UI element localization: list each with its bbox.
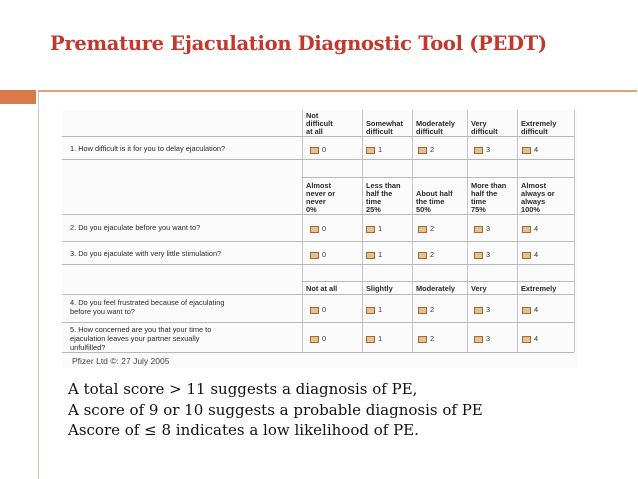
row-divider <box>302 281 574 282</box>
row-divider <box>62 294 574 295</box>
checkbox-icon <box>474 307 483 314</box>
answer-option[interactable]: 1 <box>366 145 382 154</box>
answer-option[interactable]: 0 <box>310 145 326 154</box>
column-divider <box>302 110 303 352</box>
row-divider <box>62 214 574 215</box>
answer-option[interactable]: 4 <box>522 334 538 343</box>
column-header: Somewhat difficult <box>366 119 403 136</box>
answer-option[interactable]: 2 <box>418 305 434 314</box>
checkbox-icon <box>474 147 483 154</box>
answer-option[interactable]: 1 <box>366 334 382 343</box>
answer-option[interactable]: 3 <box>474 334 490 343</box>
question-2: 2. Do you ejaculate before you want to? <box>70 223 201 232</box>
checkbox-icon <box>474 336 483 343</box>
checkbox-icon <box>418 226 427 233</box>
column-header: Not difficult at all <box>306 111 333 136</box>
question-3: 3. Do you ejaculate with very little stimulation? <box>70 249 222 258</box>
checkbox-icon <box>366 226 375 233</box>
checkbox-icon <box>310 336 319 343</box>
row-divider <box>62 352 574 353</box>
answer-option[interactable]: 3 <box>474 250 490 259</box>
answer-option[interactable]: 1 <box>366 305 382 314</box>
checkbox-icon <box>474 252 483 259</box>
answer-option[interactable]: 1 <box>366 224 382 233</box>
question-4: 4. Do you feel frustrated because of ejaculating before you want to? <box>70 298 225 316</box>
column-header: Very difficult <box>471 119 498 136</box>
title-divider <box>38 90 637 92</box>
checkbox-icon <box>418 307 427 314</box>
row-divider <box>62 241 574 242</box>
answer-option[interactable]: 0 <box>310 224 326 233</box>
checkbox-icon <box>366 252 375 259</box>
column-header: Almost never or never 0% <box>306 181 336 214</box>
column-divider <box>412 110 413 352</box>
checkbox-icon <box>522 226 531 233</box>
note-line: A score of 9 or 10 suggests a probable diagnosis of PE <box>68 400 483 419</box>
answer-option[interactable]: 4 <box>522 224 538 233</box>
column-header: Almost always or always 100% <box>521 181 555 214</box>
answer-option[interactable]: 3 <box>474 224 490 233</box>
question-5: 5. How concerned are you that your time to ejaculation leaves your partner sexually unfulfilled? <box>70 325 212 352</box>
pedt-questionnaire-image <box>62 110 578 368</box>
answer-option[interactable]: 0 <box>310 334 326 343</box>
checkbox-icon <box>522 307 531 314</box>
checkbox-icon <box>310 252 319 259</box>
column-header: Slightly <box>366 284 393 293</box>
checkbox-icon <box>474 226 483 233</box>
column-header: More than half the time 75% <box>471 181 507 214</box>
column-header: Very <box>471 284 487 293</box>
answer-option[interactable]: 4 <box>522 305 538 314</box>
checkbox-icon <box>310 226 319 233</box>
note-line: A total score > 11 suggests a diagnosis of PE, <box>68 380 418 398</box>
checkbox-icon <box>418 336 427 343</box>
row-divider <box>302 177 574 178</box>
answer-option[interactable]: 0 <box>310 250 326 259</box>
scoring-notes <box>68 379 483 441</box>
column-divider <box>574 110 575 352</box>
answer-option[interactable]: 2 <box>418 250 434 259</box>
column-divider <box>517 110 518 352</box>
column-header: Less than half the time 25% <box>366 181 401 214</box>
answer-option[interactable]: 0 <box>310 305 326 314</box>
column-header: Extremely <box>521 284 557 293</box>
column-header: Moderately difficult <box>416 119 456 136</box>
row-divider <box>62 136 574 137</box>
column-header: Moderately <box>416 284 456 293</box>
answer-option[interactable]: 2 <box>418 145 434 154</box>
checkbox-icon <box>310 307 319 314</box>
checkbox-icon <box>418 147 427 154</box>
answer-option[interactable]: 2 <box>418 334 434 343</box>
column-header: Not at all <box>306 284 338 293</box>
title-accent-bar <box>0 90 36 104</box>
checkbox-icon <box>418 252 427 259</box>
checkbox-icon <box>522 252 531 259</box>
row-divider <box>62 264 574 265</box>
slide-title: Premature Ejaculation Diagnostic Tool (PEDT) <box>50 32 547 55</box>
left-margin-rule <box>38 92 39 479</box>
column-header: About half the time 50% <box>416 189 453 214</box>
checkbox-icon <box>522 147 531 154</box>
column-divider <box>467 110 468 352</box>
row-divider <box>62 159 574 160</box>
answer-option[interactable]: 3 <box>474 305 490 314</box>
checkbox-icon <box>522 336 531 343</box>
note-line: Ascore of ≤ 8 indicates a low likelihood of PE. <box>68 421 419 439</box>
answer-option[interactable]: 4 <box>522 250 538 259</box>
row-divider <box>62 322 574 323</box>
checkbox-icon <box>310 147 319 154</box>
checkbox-icon <box>366 307 375 314</box>
column-header: Extremely difficult <box>521 119 557 136</box>
checkbox-icon <box>366 336 375 343</box>
answer-option[interactable]: 3 <box>474 145 490 154</box>
answer-option[interactable]: 2 <box>418 224 434 233</box>
copyright-footer: Pfizer Ltd ©: 27 July 2005 <box>72 356 170 366</box>
answer-option[interactable]: 1 <box>366 250 382 259</box>
checkbox-icon <box>366 147 375 154</box>
answer-option[interactable]: 4 <box>522 145 538 154</box>
column-divider <box>362 110 363 352</box>
question-1: 1. How difficult is it for you to delay ejaculation? <box>70 144 226 153</box>
